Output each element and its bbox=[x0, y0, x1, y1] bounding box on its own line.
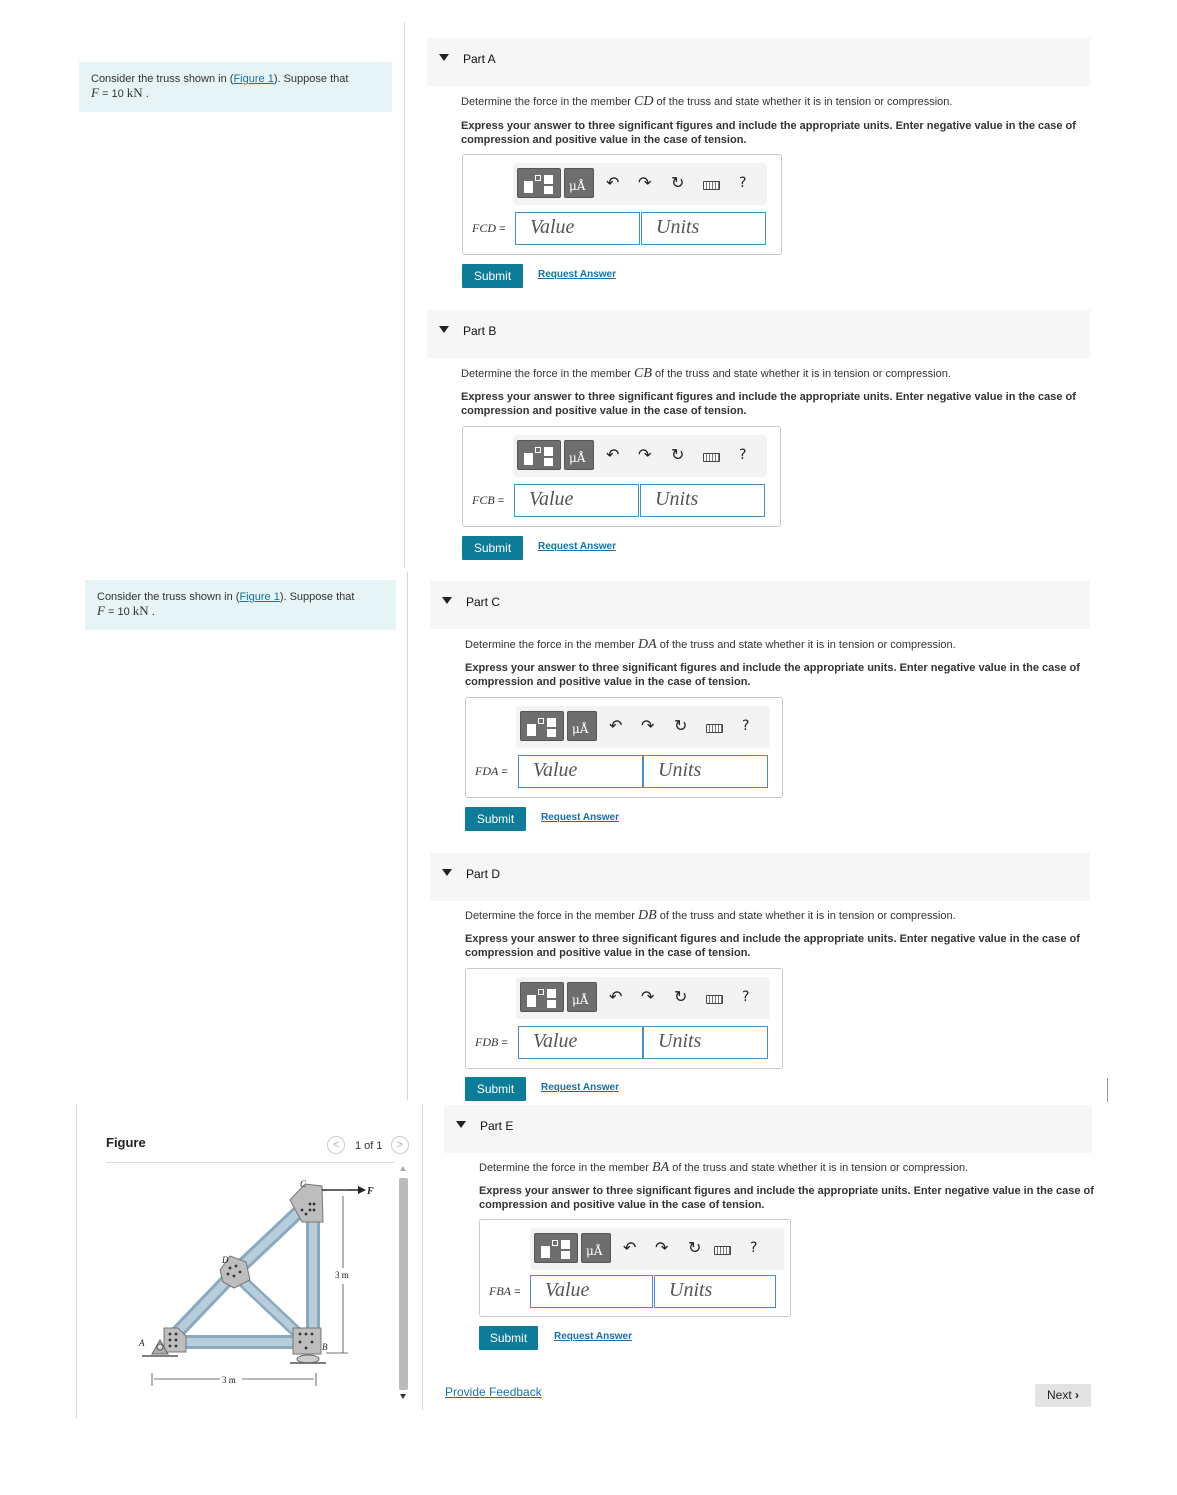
node-label-b: B bbox=[322, 1342, 328, 1352]
reset-icon[interactable]: ↻ bbox=[674, 716, 688, 735]
variable-label: FCB = bbox=[472, 493, 505, 507]
part-title: Part B bbox=[463, 324, 497, 338]
part-c-header[interactable] bbox=[430, 581, 1090, 629]
force-label: F bbox=[367, 1186, 374, 1197]
provide-feedback-link[interactable]: Provide Feedback bbox=[445, 1385, 542, 1399]
node-label-d: D bbox=[222, 1255, 229, 1265]
truss-figure bbox=[130, 1170, 392, 1395]
chevron-right-icon: › bbox=[1075, 1388, 1080, 1402]
prev-figure-button[interactable]: < bbox=[327, 1136, 345, 1154]
templates-button[interactable] bbox=[534, 1233, 578, 1263]
units-symbol-button[interactable]: μÅ bbox=[567, 711, 597, 741]
templates-button[interactable] bbox=[517, 168, 561, 198]
redo-icon[interactable]: ↷ bbox=[655, 1238, 669, 1257]
part-b-header[interactable] bbox=[427, 310, 1090, 358]
reset-icon[interactable]: ↻ bbox=[674, 987, 688, 1006]
node-label-a: A bbox=[139, 1338, 145, 1348]
units-input[interactable]: Units bbox=[643, 755, 768, 788]
undo-icon[interactable]: ↶ bbox=[623, 1238, 637, 1257]
question-text: Determine the force in the member DA of the truss and state whether it is in tension or compression. bbox=[465, 637, 956, 652]
undo-icon[interactable]: ↶ bbox=[606, 173, 620, 192]
keyboard-icon[interactable] bbox=[714, 1246, 731, 1255]
answer-box bbox=[462, 426, 781, 527]
help-button[interactable]: ? bbox=[750, 1240, 758, 1256]
math-toolbar bbox=[513, 435, 767, 477]
figure-link[interactable]: Figure 1 bbox=[239, 591, 280, 603]
math-toolbar bbox=[516, 977, 770, 1019]
instruction-text: Express your answer to three significant figures and include the appropriate units. Enter negative value in the case of compression and positive value in the case of tension. bbox=[479, 1185, 1094, 1211]
question-text: Determine the force in the member DB of the truss and state whether it is in tension or compression. bbox=[465, 908, 956, 923]
collapse-triangle-icon[interactable] bbox=[442, 869, 452, 876]
help-button[interactable]: ? bbox=[739, 175, 747, 191]
next-button[interactable]: Next › bbox=[1035, 1384, 1091, 1407]
request-answer-link[interactable]: Request Answer bbox=[554, 1331, 632, 1342]
part-title: Part E bbox=[480, 1119, 514, 1133]
submit-button[interactable]: Submit bbox=[462, 536, 523, 560]
units-input[interactable]: Units bbox=[643, 1026, 768, 1059]
scroll-up-icon[interactable] bbox=[400, 1166, 406, 1171]
part-e-header[interactable] bbox=[444, 1105, 1092, 1153]
units-input[interactable]: Units bbox=[641, 212, 766, 245]
units-symbol-button[interactable]: μÅ bbox=[567, 982, 597, 1012]
redo-icon[interactable]: ↷ bbox=[638, 173, 652, 192]
units-input[interactable]: Units bbox=[654, 1275, 776, 1308]
joint-b-plate bbox=[293, 1328, 321, 1354]
value-input[interactable]: Value bbox=[515, 212, 640, 245]
undo-icon[interactable]: ↶ bbox=[609, 987, 623, 1006]
instruction-text: Express your answer to three significant figures and include the appropriate units. Enter negative value in the case of compression and positive value in the case of tension. bbox=[465, 662, 1080, 688]
request-answer-link[interactable]: Request Answer bbox=[538, 541, 616, 552]
figure-pager: 1 of 1 bbox=[355, 1140, 383, 1152]
submit-button[interactable]: Submit bbox=[462, 264, 523, 288]
variable-label: FDB = bbox=[475, 1035, 508, 1049]
templates-button[interactable] bbox=[520, 711, 564, 741]
units-input[interactable]: Units bbox=[640, 484, 765, 517]
templates-button[interactable] bbox=[517, 440, 561, 470]
undo-icon[interactable]: ↶ bbox=[609, 716, 623, 735]
reset-icon[interactable]: ↻ bbox=[688, 1238, 702, 1257]
variable-label: FBA = bbox=[489, 1284, 521, 1298]
next-figure-button[interactable]: > bbox=[391, 1136, 409, 1154]
part-a-header[interactable] bbox=[427, 38, 1090, 86]
request-answer-link[interactable]: Request Answer bbox=[538, 269, 616, 280]
height-dimension-label: 3 m bbox=[335, 1270, 349, 1280]
collapse-triangle-icon[interactable] bbox=[442, 597, 452, 604]
value-input[interactable]: Value bbox=[530, 1275, 653, 1308]
column-divider bbox=[407, 572, 408, 1100]
request-answer-link[interactable]: Request Answer bbox=[541, 812, 619, 823]
variable-label: FDA = bbox=[475, 764, 508, 778]
answer-box bbox=[465, 697, 783, 798]
keyboard-icon[interactable] bbox=[706, 724, 723, 733]
keyboard-icon[interactable] bbox=[703, 453, 720, 462]
part-title: Part C bbox=[466, 595, 501, 609]
part-d-header[interactable] bbox=[430, 853, 1090, 901]
question-text: Determine the force in the member CD of the truss and state whether it is in tension or compression. bbox=[461, 94, 953, 109]
reset-icon[interactable]: ↻ bbox=[671, 445, 685, 464]
help-button[interactable]: ? bbox=[742, 989, 750, 1005]
variable-label: FCD = bbox=[472, 221, 506, 235]
column-divider bbox=[76, 1104, 77, 1419]
submit-button[interactable]: Submit bbox=[465, 1077, 526, 1101]
problem-statement: Consider the truss shown in (Figure 1). Suppose that F = 10 kN . bbox=[79, 62, 392, 112]
reset-icon[interactable]: ↻ bbox=[671, 173, 685, 192]
redo-icon[interactable]: ↷ bbox=[641, 987, 655, 1006]
math-toolbar bbox=[530, 1228, 784, 1270]
collapse-triangle-icon[interactable] bbox=[439, 54, 449, 61]
units-symbol-button[interactable]: μÅ bbox=[564, 440, 594, 470]
submit-button[interactable]: Submit bbox=[465, 807, 526, 831]
scroll-down-icon[interactable] bbox=[400, 1394, 406, 1399]
scroll-thumb[interactable] bbox=[399, 1178, 408, 1390]
math-toolbar bbox=[516, 706, 770, 748]
width-dimension-label: 3 m bbox=[222, 1375, 236, 1385]
math-toolbar bbox=[513, 163, 767, 205]
instruction-text: Express your answer to three significant figures and include the appropriate units. Enter negative value in the case of compression and positive value in the case of tension. bbox=[461, 391, 1076, 417]
keyboard-icon[interactable] bbox=[706, 995, 723, 1004]
units-symbol-button[interactable]: μÅ bbox=[564, 168, 594, 198]
figure-link[interactable]: Figure 1 bbox=[233, 73, 274, 85]
redo-icon[interactable]: ↷ bbox=[638, 445, 652, 464]
undo-icon[interactable]: ↶ bbox=[606, 445, 620, 464]
question-text: Determine the force in the member BA of the truss and state whether it is in tension or compression. bbox=[479, 1160, 969, 1175]
redo-icon[interactable]: ↷ bbox=[641, 716, 655, 735]
part-title: Part D bbox=[466, 867, 501, 881]
figure-divider bbox=[106, 1162, 394, 1163]
answer-box bbox=[479, 1219, 791, 1317]
value-input[interactable]: Value bbox=[518, 755, 643, 788]
templates-button[interactable] bbox=[520, 982, 564, 1012]
help-button[interactable]: ? bbox=[739, 447, 747, 463]
answer-box bbox=[462, 154, 782, 255]
submit-button[interactable]: Submit bbox=[479, 1326, 538, 1350]
request-answer-link[interactable]: Request Answer bbox=[541, 1082, 619, 1093]
units-symbol-button[interactable]: μÅ bbox=[581, 1233, 611, 1263]
collapse-triangle-icon[interactable] bbox=[439, 326, 449, 333]
figure-title: Figure bbox=[106, 1135, 146, 1150]
answer-box bbox=[465, 968, 783, 1069]
node-label-c: C bbox=[300, 1179, 307, 1189]
column-divider bbox=[422, 1104, 423, 1410]
value-input[interactable]: Value bbox=[514, 484, 639, 517]
instruction-text: Express your answer to three significant figures and include the appropriate units. Enter negative value in the case of compression and positive value in the case of tension. bbox=[465, 933, 1080, 959]
scroll-edge bbox=[1107, 1078, 1108, 1102]
roller-support-b bbox=[290, 1355, 326, 1363]
collapse-triangle-icon[interactable] bbox=[456, 1121, 466, 1128]
instruction-text: Express your answer to three significant figures and include the appropriate units. Enter negative value in the case of compression and positive value in the case of tension. bbox=[461, 120, 1076, 146]
help-button[interactable]: ? bbox=[742, 718, 750, 734]
column-divider bbox=[404, 22, 405, 568]
keyboard-icon[interactable] bbox=[703, 181, 720, 190]
problem-statement: Consider the truss shown in (Figure 1). Suppose that F = 10 kN . bbox=[85, 580, 396, 630]
part-title: Part A bbox=[463, 52, 496, 66]
value-input[interactable]: Value bbox=[518, 1026, 643, 1059]
question-text: Determine the force in the member CB of the truss and state whether it is in tension or compression. bbox=[461, 366, 951, 381]
figure-scrollbar[interactable] bbox=[398, 1166, 410, 1404]
